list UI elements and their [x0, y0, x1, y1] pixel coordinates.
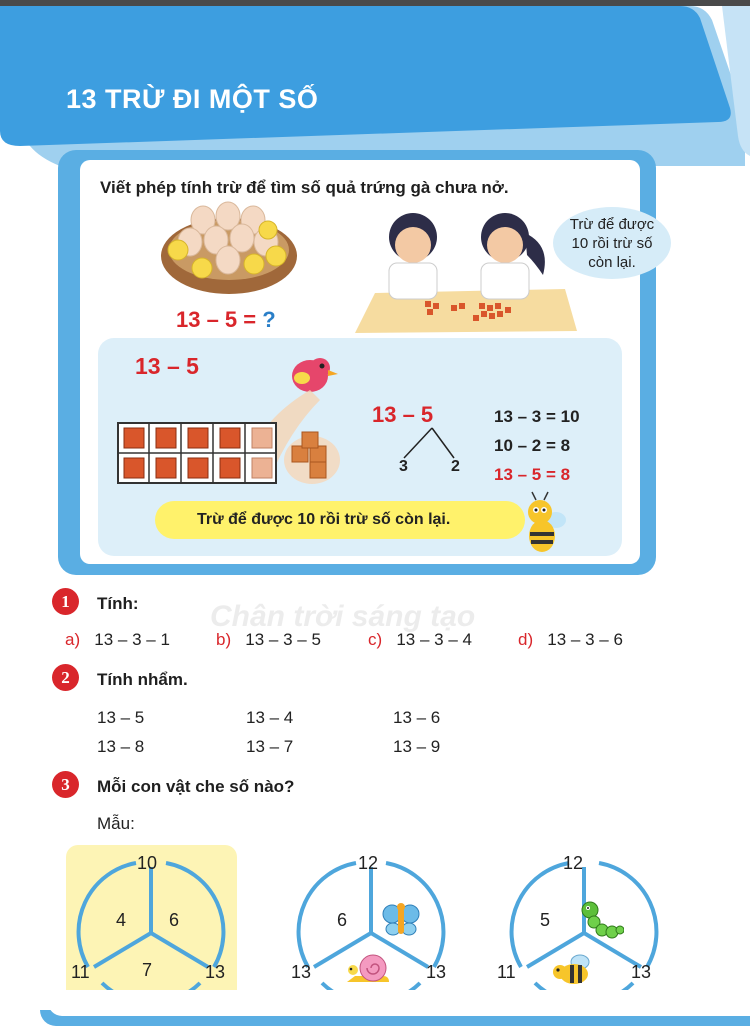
speech-bubble-text: Trừ để được 10 rồi trừ số còn lại.: [569, 215, 655, 271]
bee-small-icon: [552, 954, 596, 986]
exercise-2-item: 13 – 6: [393, 708, 441, 727]
wheel-right-number: 13: [426, 962, 447, 982]
number-tree-title: 13 – 5: [372, 402, 434, 427]
solution-step: 13 – 3 = 10: [494, 407, 580, 426]
egg-nest-illustration: [158, 198, 300, 298]
item-letter: d): [518, 630, 534, 649]
caterpillar-icon: [580, 900, 624, 940]
item-letter: b): [216, 630, 232, 649]
sample-label: Mẫu:: [97, 814, 135, 833]
intro-equation-question: ?: [262, 307, 276, 332]
number-tree-right: 2: [451, 458, 460, 475]
page-bottom-fill: [48, 990, 750, 1016]
wheel-sector-number: 5: [540, 910, 551, 930]
exercise-3-number: 3: [52, 771, 79, 798]
item-expression: 13 – 3 – 4: [396, 630, 472, 649]
solution-steps: [494, 402, 580, 489]
exercise-1-item-a: [65, 630, 170, 650]
exercise-2-item: 13 – 5: [97, 708, 145, 727]
children-illustration: [355, 205, 580, 333]
wheel-top-number: 12: [563, 853, 584, 873]
exercise-1-title: Tính:: [97, 594, 139, 613]
wheel-sector-number: 6: [169, 910, 180, 930]
exercise-1-number: 1: [52, 588, 79, 615]
exercise-2-item: 13 – 8: [97, 737, 145, 756]
butterfly-icon: [381, 902, 421, 938]
exercise-2-item: 13 – 9: [393, 737, 441, 756]
wheel-top-number: 10: [137, 853, 158, 873]
number-tree-lines: [398, 426, 460, 460]
wheel-sector-number: 4: [116, 910, 127, 930]
item-expression: 13 – 3 – 5: [245, 630, 321, 649]
solution-step: 10 – 2 = 8: [494, 436, 571, 455]
intro-equation: [176, 307, 276, 333]
demo-label: 13 – 5: [135, 353, 199, 379]
exercise-1-item-b: [216, 630, 321, 650]
wheel-sector-number: 6: [337, 910, 348, 930]
lesson-title: 13 TRỪ ĐI MỘT SỐ: [66, 84, 319, 114]
wheel-right-number: 13: [205, 962, 226, 982]
solution-step-result: 13 – 5 = 8: [494, 465, 571, 484]
item-expression: 13 – 3 – 1: [94, 630, 170, 649]
speech-bubble: [553, 207, 671, 279]
item-letter: a): [65, 630, 81, 649]
item-letter: c): [368, 630, 383, 649]
ten-frame: [117, 422, 277, 484]
wheel-left-number: 11: [497, 962, 516, 982]
rule-text: Trừ để được 10 rồi trừ số còn lại.: [197, 511, 451, 528]
number-tree-left: 3: [399, 458, 408, 475]
watermark: Chân trời sáng tạo: [210, 600, 476, 633]
wheel-sector-number: 7: [142, 960, 153, 980]
intro-instruction: Viết phép tính trừ để tìm số quả trứng gà chưa nở.: [100, 178, 509, 197]
snail-icon: [345, 952, 391, 986]
item-expression: 13 – 3 – 6: [547, 630, 623, 649]
exercise-1-item-c: [368, 630, 472, 650]
exercise-2-number: 2: [52, 664, 79, 691]
wheel-left-number: 13: [291, 962, 312, 982]
wheel-left-number: 11: [71, 962, 90, 982]
exercise-2-title: Tính nhẩm.: [97, 670, 188, 689]
bee-icon: [518, 490, 568, 558]
exercise-3-title: Mỗi con vật che số nào?: [97, 777, 295, 796]
wheel-top-number: 12: [358, 853, 379, 873]
wheel-right-number: 13: [631, 962, 652, 982]
exercise-2-item: 13 – 4: [246, 708, 294, 727]
intro-equation-left: 13 – 5 =: [176, 307, 257, 332]
exercise-1-item-d: [518, 630, 623, 650]
exercise-2-item: 13 – 7: [246, 737, 294, 756]
